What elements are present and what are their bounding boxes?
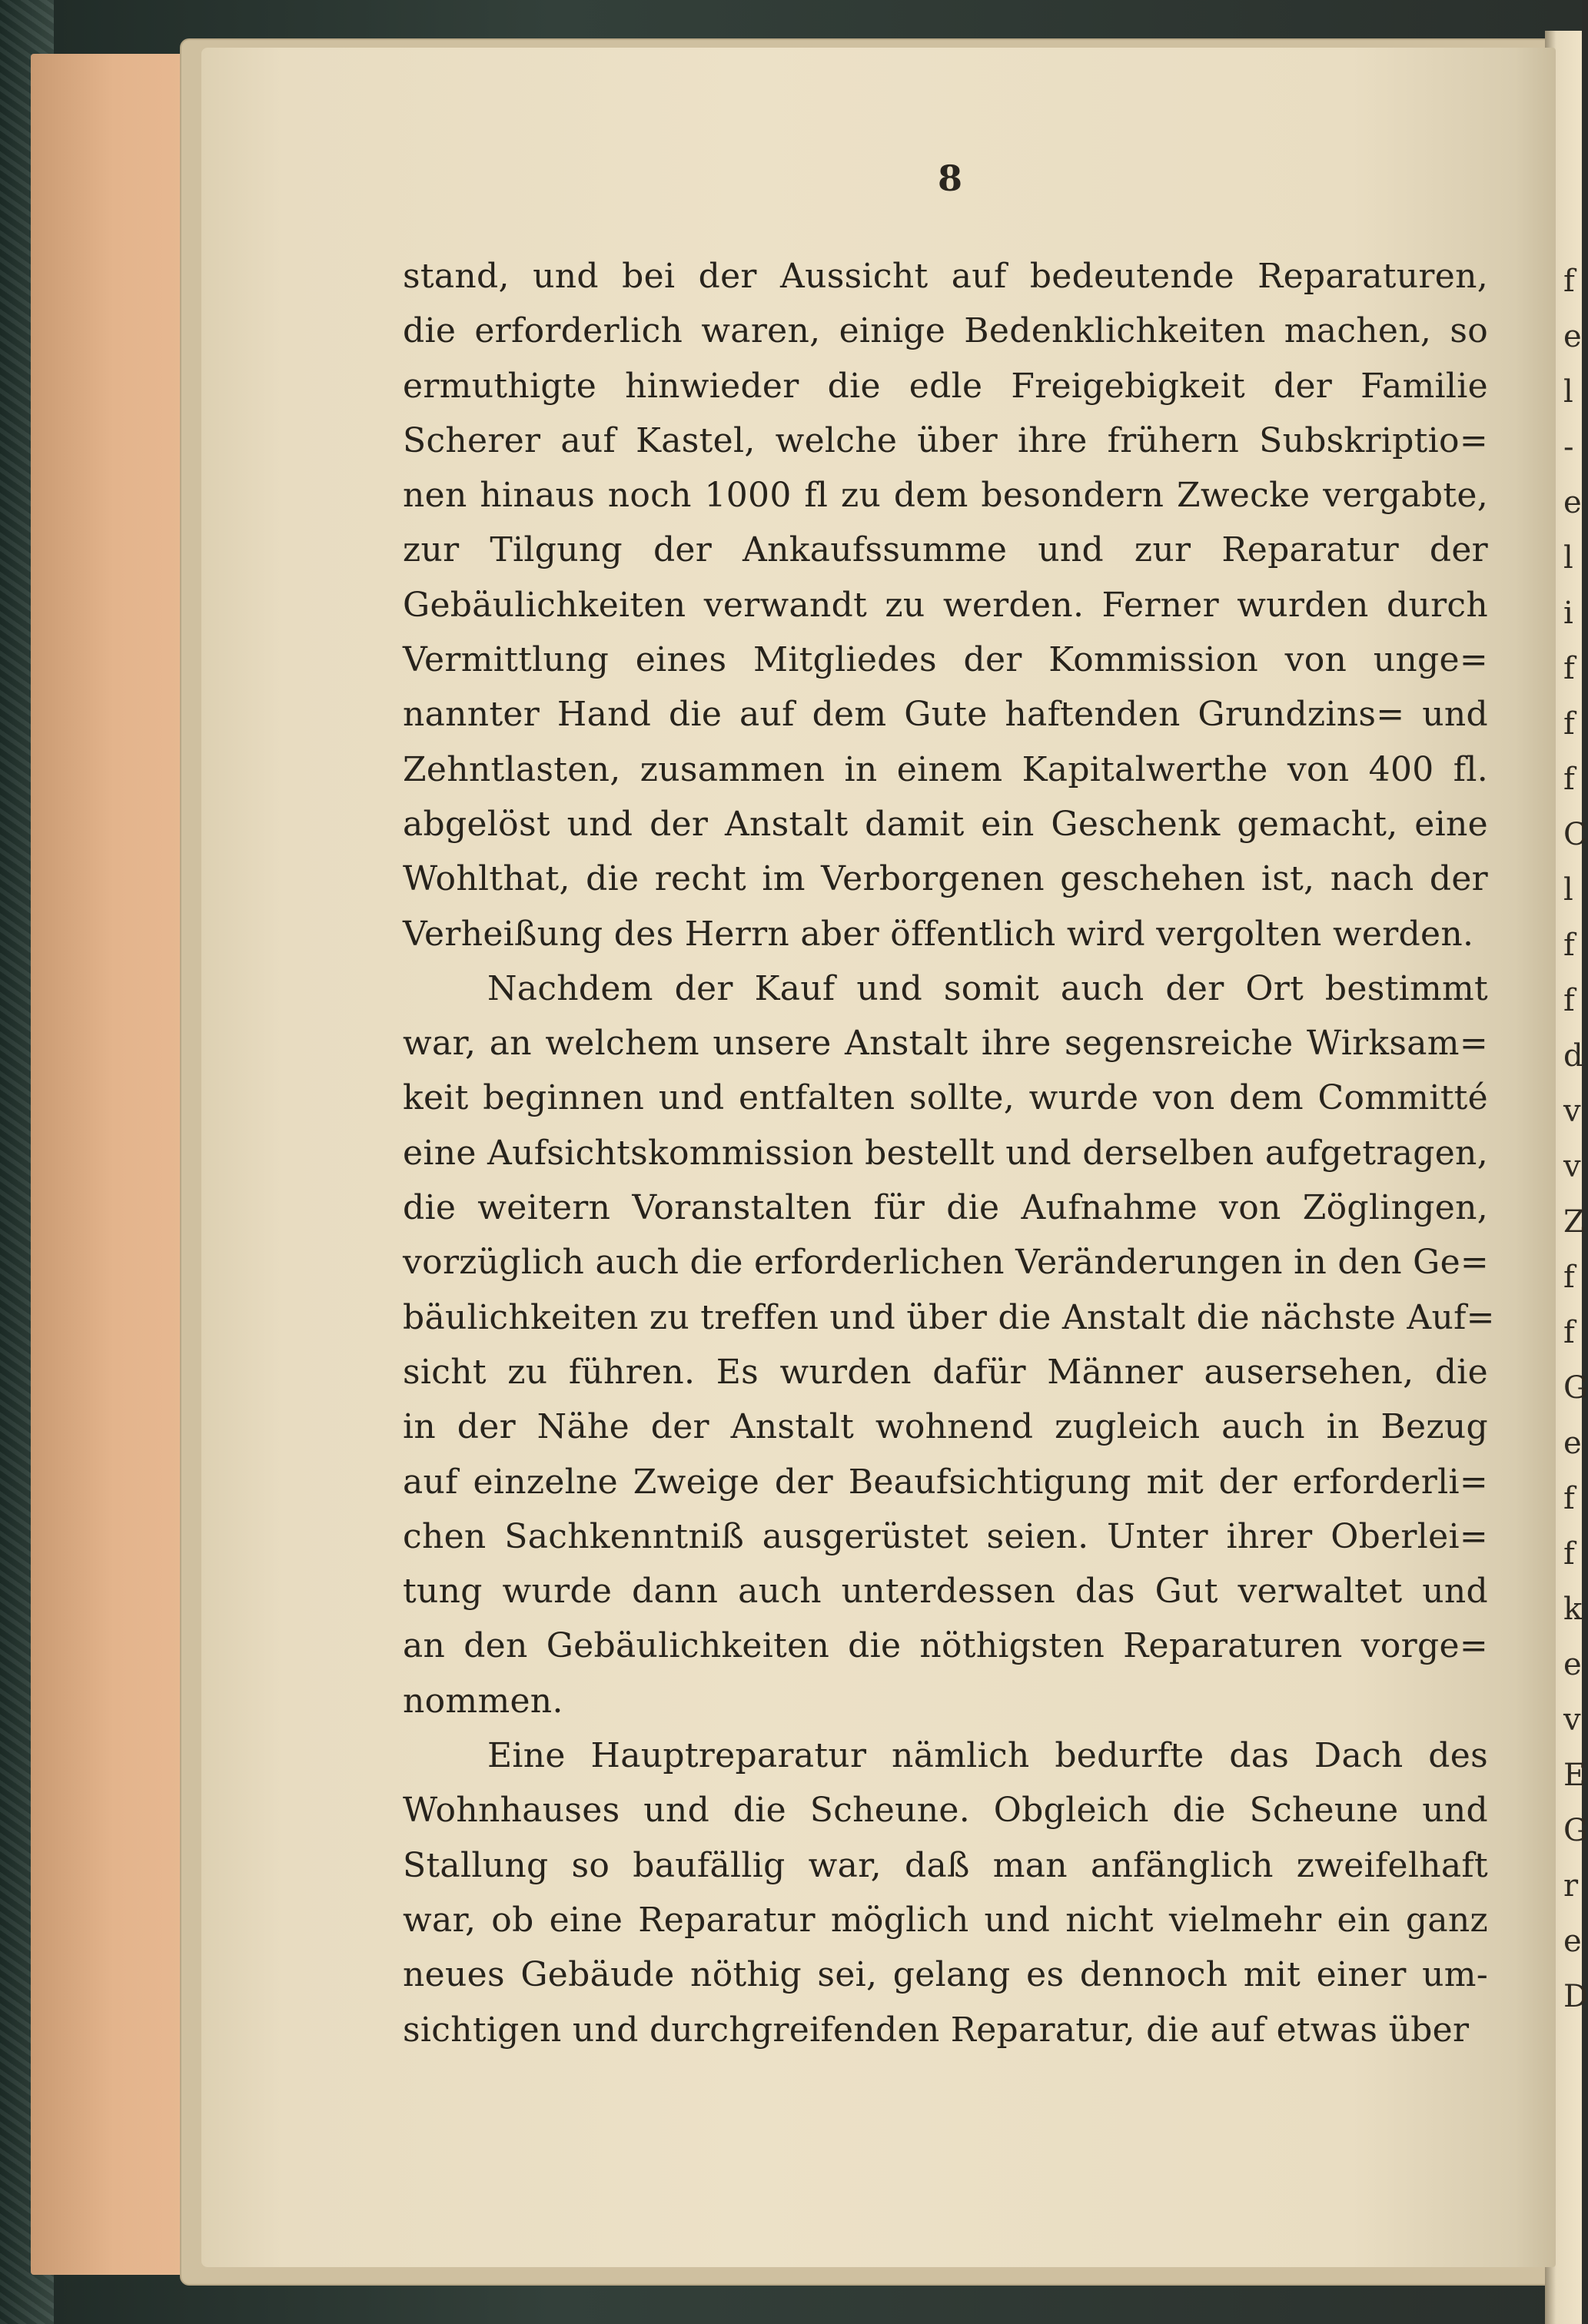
text-line: eine Aufsichtskommission bestellt und derselben aufgetragen, (403, 1133, 1488, 1173)
text-line: die weitern Voranstalten für die Aufnahme von Zöglingen, (403, 1188, 1488, 1228)
paragraph-p2 (403, 961, 1495, 1728)
text-line: Eine Hauptreparatur nämlich bedurfte das Dach des (487, 1736, 1488, 1776)
facing-page-letter: e (1563, 319, 1582, 354)
text-line: die erforderlich waren, einige Bedenklichkeiten machen, so (403, 311, 1488, 351)
paragraph-p3 (403, 1728, 1488, 2057)
page-number: 8 (938, 158, 963, 199)
facing-page-letter: v (1563, 1702, 1581, 1738)
facing-page-letter: v (1563, 1149, 1581, 1184)
facing-page-letter: - (1563, 430, 1574, 465)
paragraph-p1 (403, 249, 1488, 961)
text-line: stand, und bei der Aussicht auf bedeutende Reparaturen, (403, 257, 1488, 296)
text-line: Wohnhauses und die Scheune. Obgleich die Scheune und (403, 1791, 1488, 1831)
text-line: chen Sachkenntniß ausgerüstet seien. Unter ihrer Oberlei= (403, 1516, 1488, 1556)
text-line: Wohlthat, die recht im Verborgenen geschehen ist, nach der (403, 859, 1488, 899)
text-line: Scherer auf Kastel, welche über ihre frühern Subskriptio= (403, 420, 1488, 460)
facing-page-letter: k (1563, 1592, 1583, 1627)
text-line: Nachdem der Kauf und somit auch der Ort bestimmt (487, 968, 1488, 1008)
facing-page-letter: e (1563, 1647, 1582, 1682)
text-line: Verheißung des Herrn aber öffentlich wird vergolten werden. (403, 914, 1474, 954)
text-line: war, ob eine Reparatur möglich und nicht vielmehr ein ganz (403, 1900, 1488, 1940)
facing-page-letter: f (1563, 1536, 1575, 1572)
facing-page-letter: Z (1563, 1204, 1585, 1240)
facing-page-letter: e (1563, 485, 1582, 520)
facing-page-letter: C (1563, 817, 1587, 852)
text-line: nen hinaus noch 1000 fl zu dem besondern Zwecke vergabte, (403, 476, 1488, 516)
facing-page-letter: l (1563, 374, 1573, 410)
text-line: auf einzelne Zweige der Beaufsichtigung mit der erforderli= (403, 1462, 1488, 1502)
text-line: abgelöst und der Anstalt damit ein Geschenk gemacht, eine (403, 804, 1488, 844)
text-line: tung wurde dann auch unterdessen das Gut verwaltet und (403, 1572, 1488, 1612)
facing-page-letter: G (1563, 1370, 1588, 1406)
facing-page-letters (1563, 254, 1588, 2024)
text-line: ermuthigte hinwieder die edle Freigebigkeit der Familie (403, 366, 1488, 406)
facing-page-letter: f (1563, 928, 1575, 963)
text-line: sicht zu führen. Es wurden dafür Männer ausersehen, die (403, 1352, 1488, 1392)
text-line: nannter Hand die auf dem Gute haftenden Grundzins= und (403, 695, 1488, 735)
facing-page-letter: v (1563, 1094, 1581, 1129)
facing-page-letter: f (1563, 762, 1575, 797)
text-line: nommen. (403, 1681, 563, 1721)
facing-page-letter: D (1563, 1979, 1588, 2014)
text-line: an den Gebäulichkeiten die nöthigsten Reparaturen vorge= (403, 1626, 1488, 1666)
facing-page-letter: l (1563, 872, 1573, 908)
text-line: Gebäulichkeiten verwandt zu werden. Ferner wurden durch (403, 585, 1488, 625)
text-line: bäulichkeiten zu treffen und über die Anstalt die nächste Auf= (403, 1297, 1495, 1337)
facing-page-letter: d (1563, 1038, 1583, 1074)
text-line: sichtigen und durchgreifenden Reparatur, die auf etwas über (403, 2010, 1470, 2050)
facing-page-letter: E (1563, 1758, 1586, 1793)
text-line: Zehntlasten, zusammen in einem Kapitalwerthe von 400 fl. (403, 749, 1488, 789)
facing-page-letter: f (1563, 651, 1575, 686)
facing-page-letter: i (1563, 596, 1573, 631)
body-text (403, 249, 1495, 2057)
facing-page-letter: f (1563, 706, 1575, 742)
text-line: zur Tilgung der Ankaufssumme und zur Reparatur der (403, 530, 1488, 570)
facing-page-letter: f (1563, 983, 1575, 1018)
text-line: in der Nähe der Anstalt wohnend zugleich auch in Bezug (403, 1407, 1488, 1447)
facing-page-letter: e (1563, 1426, 1582, 1461)
facing-page-letter: r (1563, 1868, 1579, 1904)
facing-page-letter: e (1563, 1924, 1582, 1959)
text-line: Vermittlung eines Mitgliedes der Kommission von unge= (403, 640, 1488, 680)
facing-page-letter: G (1563, 1813, 1588, 1848)
facing-page-letter: f (1563, 1481, 1575, 1516)
text-line: war, an welchem unsere Anstalt ihre segensreiche Wirksam= (403, 1024, 1488, 1064)
text-line: Stallung so baufällig war, daß man anfänglich zweifelhaft (403, 1845, 1488, 1885)
facing-page-letter: f (1563, 1315, 1575, 1350)
text-line: keit beginnen und entfalten sollte, wurde von dem Committé (403, 1078, 1488, 1118)
text-line: vorzüglich auch die erforderlichen Veränderungen in den Ge= (403, 1243, 1490, 1283)
facing-page-letter: f (1563, 1260, 1575, 1295)
facing-page-letter: l (1563, 540, 1573, 576)
facing-page-letter: f (1563, 264, 1575, 299)
text-line: neues Gebäude nöthig sei, gelang es dennoch mit einer um- (403, 1955, 1488, 1995)
